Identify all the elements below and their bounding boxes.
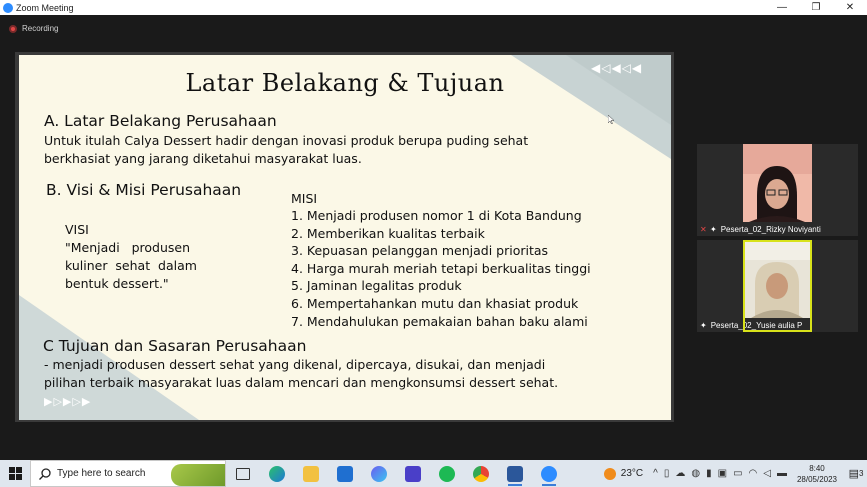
zoom-app-icon xyxy=(3,3,13,13)
misi-item: 6. Mempertahankan mutu dan khasiat produk xyxy=(291,295,579,311)
section-c-line1: - menjadi produsen dessert sehat yang dikenal, dipercaya, disukai, dan menjadi xyxy=(44,357,546,372)
misi-item: 7. Mendahulukan pemakaian bahan baku alami xyxy=(291,313,588,329)
system-tray xyxy=(604,460,867,487)
participant-name: Peserta_02_Rizky Noviyanti xyxy=(720,224,821,234)
restore-button[interactable]: ❐ xyxy=(811,2,821,13)
notification-icon: ▤ xyxy=(848,468,859,480)
search-icon xyxy=(39,468,51,480)
word-icon xyxy=(507,466,523,482)
wifi-icon[interactable]: ◠ xyxy=(748,468,758,479)
participant-tile[interactable] xyxy=(697,144,858,236)
start-button[interactable] xyxy=(0,460,30,487)
recording-indicator[interactable] xyxy=(9,24,58,33)
clock-date: 28/05/2023 xyxy=(796,474,837,484)
task-view-icon xyxy=(236,468,250,480)
misi-item: 4. Harga murah meriah tetapi berkualitas tinggi xyxy=(291,260,591,276)
task-view-button[interactable] xyxy=(226,460,260,487)
misi-item: 1. Menjadi produsen nomor 1 di Kota Bandung xyxy=(291,208,582,223)
volume-icon[interactable]: ◁ xyxy=(763,468,771,479)
cloud-icon[interactable]: ☁ xyxy=(675,468,686,479)
misi-list xyxy=(291,207,591,330)
tray-app-icon[interactable]: ◍ xyxy=(691,468,701,479)
participant-name: Peserta_02_Yusie aulia P xyxy=(710,320,803,330)
visi-line3: bentuk dessert." xyxy=(65,276,169,291)
visi-label: VISI xyxy=(65,222,89,237)
search-highlight-image xyxy=(171,464,225,486)
edge-icon xyxy=(269,466,285,482)
pin-icon: ✦ xyxy=(700,320,707,330)
pin-icon: ✦ xyxy=(710,224,717,234)
section-c-heading: C Tujuan dan Sasaran Perusahaan xyxy=(43,337,307,355)
notification-count: 3 xyxy=(858,469,864,478)
section-b-heading: B. Visi & Misi Perusahaan xyxy=(46,181,242,199)
temperature[interactable]: 23°C xyxy=(620,468,644,479)
close-button[interactable]: ✕ xyxy=(845,2,855,13)
taskbar-spotify[interactable] xyxy=(430,460,464,487)
misi-item: 2. Memberikan kualitas terbaik xyxy=(291,225,485,241)
camera-icon[interactable]: ▣ xyxy=(717,468,728,479)
chevron-up-icon[interactable]: ^ xyxy=(653,468,658,479)
participant-namebar xyxy=(697,222,821,236)
taskbar-app-purple[interactable] xyxy=(396,460,430,487)
microphone-icon[interactable]: ▮ xyxy=(706,468,712,479)
clock-time: 8:40 xyxy=(809,463,825,473)
taskbar-clock[interactable] xyxy=(797,463,837,485)
folder-icon xyxy=(303,466,319,482)
visi-line1: "Menjadi produsen xyxy=(65,240,191,255)
slide-title: Latar Belakang & Tujuan xyxy=(185,69,505,97)
app-icon xyxy=(405,466,421,482)
battery-icon[interactable]: ▬ xyxy=(776,468,787,479)
meeting-topbar xyxy=(0,15,867,43)
taskbar-mail[interactable] xyxy=(328,460,362,487)
section-c-line2: pilihan terbaik masyarakat luas dalam mencari dan mengkonsumsi dessert sehat. xyxy=(44,375,559,390)
tray-app-icon[interactable]: ▯ xyxy=(663,468,670,479)
window-title: Zoom Meeting xyxy=(16,2,74,13)
mic-muted-icon: ✕ xyxy=(700,224,707,234)
display-icon[interactable]: ▭ xyxy=(733,468,743,479)
chrome-icon xyxy=(473,466,489,482)
spotify-icon xyxy=(439,466,455,482)
mouse-cursor-icon xyxy=(608,115,614,124)
windows-taskbar xyxy=(0,460,867,487)
misi-item: 5. Jaminan legalitas produk xyxy=(291,278,462,294)
mail-icon xyxy=(337,466,353,482)
misi-item: 3. Kepuasan pelanggan menjadi prioritas xyxy=(291,243,549,259)
shared-slide[interactable] xyxy=(19,55,671,420)
taskbar-zoom[interactable] xyxy=(532,460,566,487)
taskbar-search-box[interactable] xyxy=(30,460,226,487)
decorative-arrows-bottom: ▶▷▶▷▶ xyxy=(44,396,92,408)
active-speaker-highlight xyxy=(743,240,812,332)
section-a-line2: berkhasiat yang jarang diketahui masyarakat luas. xyxy=(44,151,362,166)
window-controls xyxy=(765,0,867,15)
taskbar-edge[interactable] xyxy=(260,460,294,487)
notification-center-button[interactable] xyxy=(845,460,867,487)
recording-label: Recording xyxy=(22,24,59,33)
taskbar-word[interactable] xyxy=(498,460,532,487)
minimize-button[interactable]: — xyxy=(777,2,787,13)
section-a-heading: A. Latar Belakang Perusahaan xyxy=(44,112,277,130)
weather-icon[interactable] xyxy=(604,468,616,480)
app-icon xyxy=(371,466,387,482)
misi-label: MISI xyxy=(291,191,318,206)
zoom-icon xyxy=(541,466,557,482)
search-placeholder: Type here to search xyxy=(57,468,146,479)
taskbar-app-blue[interactable] xyxy=(362,460,396,487)
record-icon xyxy=(9,25,17,33)
windows-logo-icon xyxy=(9,467,22,480)
taskbar-file-explorer[interactable] xyxy=(294,460,328,487)
participant-video xyxy=(743,144,812,222)
participant-avatar-image xyxy=(743,144,812,222)
section-a-line1: Untuk itulah Calya Dessert hadir dengan inovasi produk berupa puding sehat xyxy=(44,133,529,148)
visi-line2: kuliner sehat dalam xyxy=(65,258,197,273)
window-titlebar xyxy=(0,0,867,15)
decorative-arrows-top: ◀◁◀◁◀ xyxy=(591,61,643,75)
taskbar-chrome[interactable] xyxy=(464,460,498,487)
